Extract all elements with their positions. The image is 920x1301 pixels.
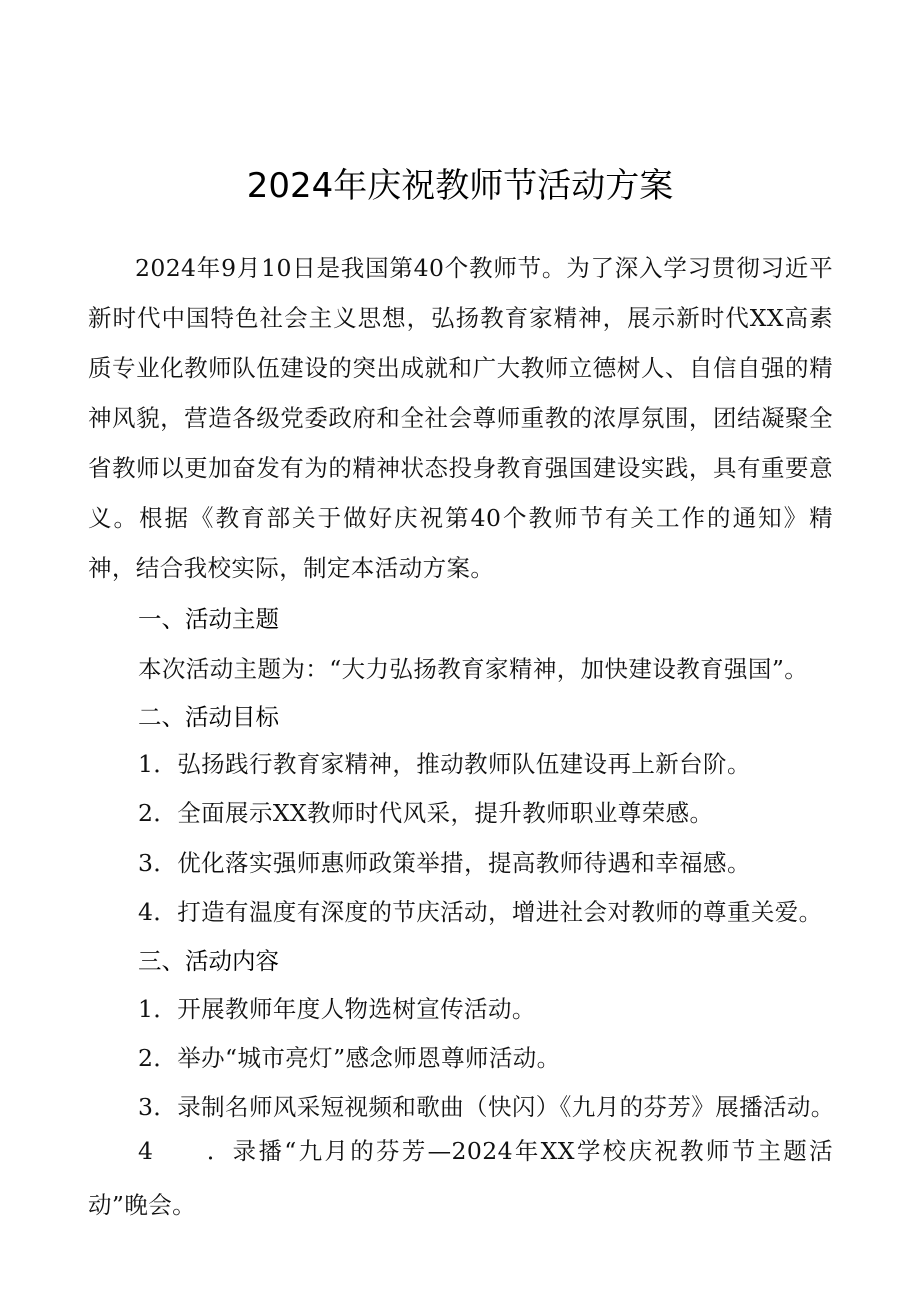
- theme-text: 本次活动主题为：“大力弘扬教育家精神，加快建设教育强国”。: [138, 655, 809, 683]
- content-item-4: 4 ．录播“九月的芬芳—2024年XX学校庆祝教师节主题活动”晚会。: [88, 1137, 833, 1219]
- section-heading-theme: 一、活动主题: [138, 605, 279, 633]
- goal-item-3: 3．优化落实强师惠师政策举措，提高教师待遇和幸福感。: [138, 849, 751, 877]
- goal-item-1: 1．弘扬践行教育家精神，推动教师队伍建设再上新台阶。: [138, 750, 751, 778]
- document-title: 2024年庆祝教师节活动方案: [246, 166, 674, 206]
- section-heading-content: 三、活动内容: [138, 947, 279, 975]
- content-item-1: 1．开展教师年度人物选树宣传活动。: [138, 995, 536, 1023]
- goal-item-4: 4．打造有温度有深度的节庆活动，增进社会对教师的尊重关爱。: [138, 898, 823, 926]
- goal-item-2: 2．全面展示XX教师时代风采，提升教师职业尊荣感。: [138, 799, 714, 827]
- content-item-2: 2．举办“城市亮灯”感念师恩尊师活动。: [138, 1044, 561, 1072]
- intro-paragraph: 2024年9月10日是我国第40个教师节。为了深入学习贯彻习近平新时代中国特色社会主义思想，弘扬教育家精神，展示新时代XX高素质专业化教师队伍建设的突出成就和广大教师立德树人、自信自强的精神风貌，营造各级党委政府和全社会尊师重教的浓厚氛围，团结凝聚全省教师以更加奋发有为的精神状态投身教育强国建设实践，具有重要意义。根据《教育部关于做好庆祝第40个教师节有关工作的通知》精神，结合我校实际，制定本活动方案。: [88, 254, 833, 582]
- section-heading-goals: 二、活动目标: [138, 703, 279, 731]
- content-item-3: 3．录制名师风采短视频和歌曲（快闪）《九月的芬芳》展播活动。: [138, 1093, 835, 1121]
